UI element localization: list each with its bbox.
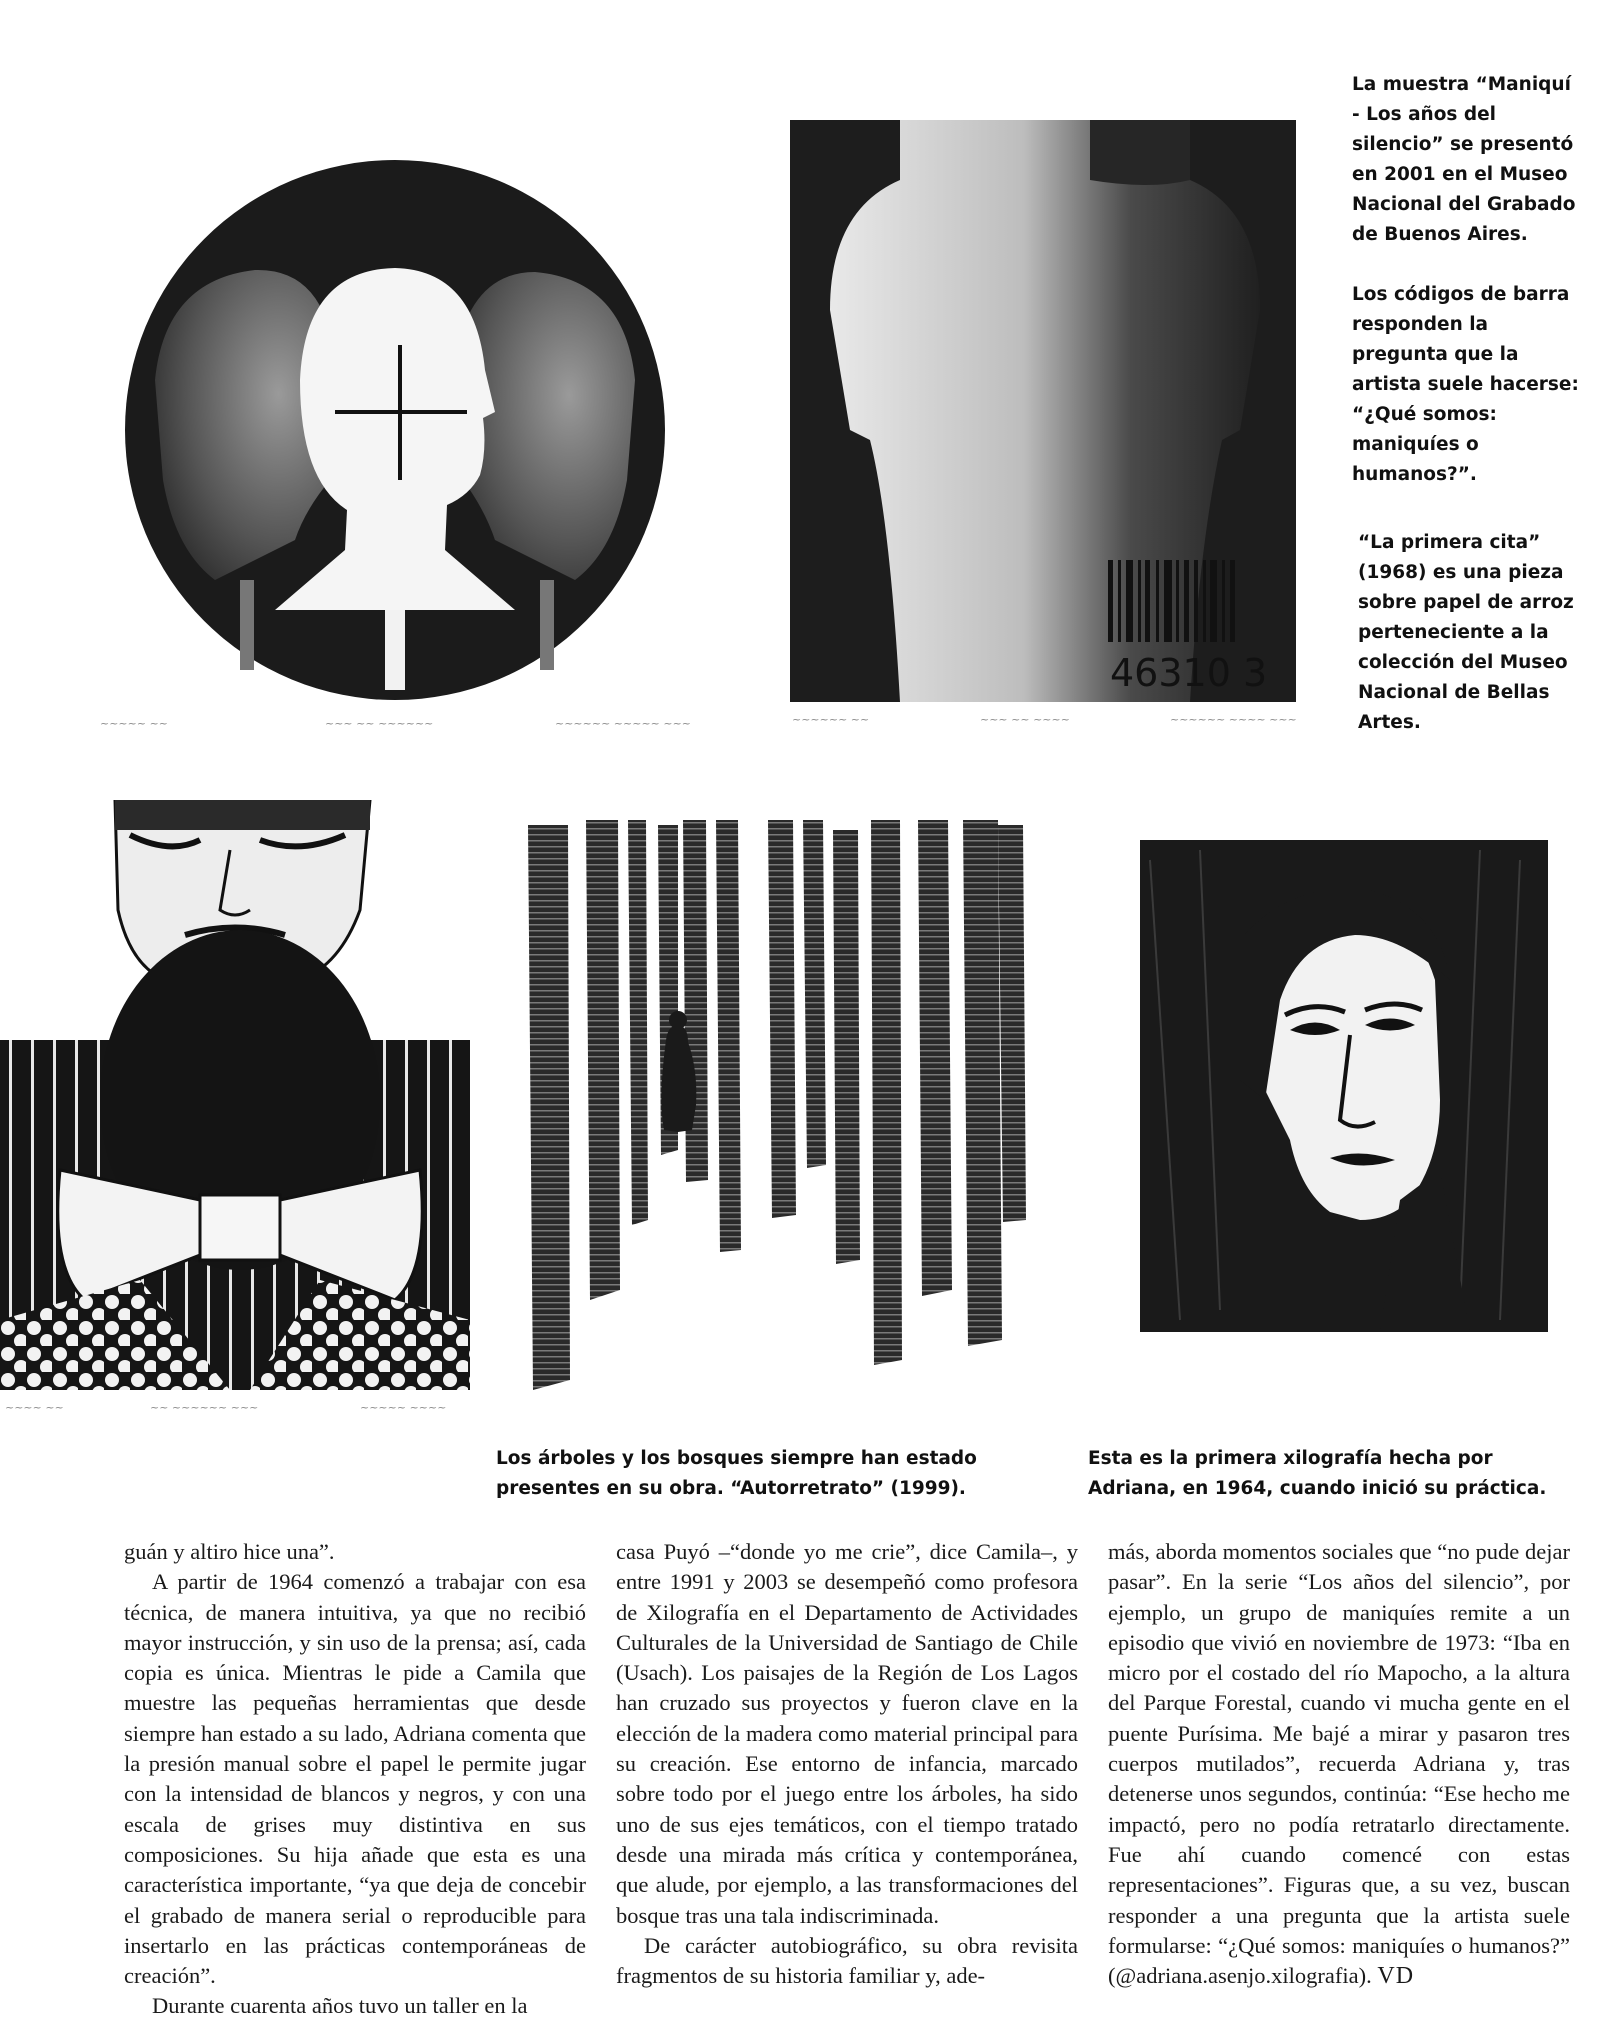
article-column-1: [124, 1537, 586, 2022]
artwork-man-bowtie: [0, 800, 475, 1415]
caption-arboles: Los árboles y los bosques siempre han estado presentes en su obra. “Autorretrato” (1999).: [496, 1448, 977, 1499]
svg-text:~~~~~ ~~~~: ~~~~~ ~~~~: [360, 1401, 447, 1414]
paragraph: guán y altiro hice una”.: [124, 1539, 335, 1564]
svg-text:~~~ ~~ ~~~~: ~~~ ~~ ~~~~: [980, 713, 1070, 725]
svg-text:~~~~~ ~~: ~~~~~ ~~: [100, 717, 169, 730]
paragraph: casa Puyó –“donde yo me crie”, dice Camila–, y entre 1991 y 2003 se desempeñó como profesora de Xilografía en el Departamento de Actividades Culturales de la Universidad de Santiago de Chile (Usach). Los paisajes de la Región de Los Lagos han cruzado sus proyectos y fueron clave en la elección de la madera como material principal para su creación. Ese entorno de infancia, marcado sobre todo por el juego entre los árboles, ha sido uno de sus ejes temáticos, con el tiempo tratado desde una mirada más crítica y contemporánea, que alude, por ejemplo, a las transformaciones del bosque tras una tala indiscriminada.: [616, 1539, 1078, 1928]
artwork-forest-autorretrato: [528, 820, 1028, 1400]
caption-primera-cita: “La primera cita” (1968) es una pieza sobre papel de arroz perteneciente a la colección del Museo Nacional de Bellas Artes.: [1358, 532, 1574, 733]
paragraph: [1108, 1537, 1570, 1991]
svg-text:~~~ ~~ ~~~~~~: ~~~ ~~ ~~~~~~: [325, 717, 434, 730]
caption-maniqui-2: Los códigos de barra responden la pregunta que la artista suele hacerse: “¿Qué somos: maniquíes o humanos?”.: [1352, 284, 1579, 485]
article-column-3: [1108, 1537, 1570, 1991]
paragraph: De carácter autobiográfico, su obra revisita fragmentos de su historia familiar y, ade-: [616, 1932, 1078, 1989]
author-signature: VD: [1377, 1963, 1415, 1990]
paragraph: A partir de 1964 comenzó a trabajar con esa técnica, de manera intuitiva, ya que no recibió mayor instrucción, y sin uso de la prensa; así, cada copia es única. Mientras le pide a Camila que muestre las pequeñas herramientas que desde siempre han estado a su lado, Adriana comenta que la presión manual sobre el papel le permite jugar con la intensidad de blancos y negros, y con una escala de grises muy distintiva en sus composiciones. Su hija añade que esta es una característica importante, “ya que deja de concebir el grabado de manera serial o reproducible para insertarlo en las prácticas contemporáneas de creación”.: [124, 1569, 586, 1989]
paragraph: Durante cuarenta años tuvo un taller en la: [152, 1993, 528, 2019]
svg-text:~~~~~~ ~~~~ ~~~: ~~~~~~ ~~~~ ~~~: [1170, 713, 1297, 725]
caption-maniqui-exhibition: [1352, 70, 1584, 490]
artwork-mannequin-barcode: [790, 120, 1300, 725]
svg-text:~~ ~~~~~~ ~~~: ~~ ~~~~~~ ~~~: [150, 1401, 259, 1414]
article-column-2: [616, 1537, 1078, 1991]
svg-text:~~~~~~ ~~~~~ ~~~: ~~~~~~ ~~~~~ ~~~: [555, 717, 692, 730]
svg-text:~~~~~~ ~~: ~~~~~~ ~~: [792, 713, 870, 725]
caption-primera-xilografia: Esta es la primera xilografía hecha por Adriana, en 1964, cuando inició su práctica.: [1088, 1448, 1547, 1499]
barcode-number: 46310 3: [1110, 651, 1268, 695]
paragraph-text: más, aborda momentos sociales que “no pude dejar pasar”. En la serie “Los años del silencio”, por ejemplo, un grupo de maniquíes remite a un episodio que vivió en noviembre de 1973: “Iba en micro por el costado del río Mapocho, a la altura del Parque Forestal, cuando vi mucha gente en el puente Purísima. Me bajé a mirar y pasaron tres cuerpos mutilados”, recuerda Adriana y, tras detenerse unos segundos, continúa: “Ese hecho me impactó, pero no podía retratarlo directamente. Fue ahí cuando comencé con estas representaciones”. Figuras que, a su vez, buscan responder a una pregunta que la artista suele formularse: “¿Qué somos: maniquíes o humanos?” (@adriana.asenjo.xilografia).: [1108, 1539, 1570, 1989]
svg-text:~~~~ ~~: ~~~~ ~~: [5, 1401, 64, 1414]
caption-maniqui-1: La muestra “Maniquí - Los años del silencio” se presentó en 2001 en el Museo Nacional del Grabado de Buenos Aires.: [1352, 74, 1576, 245]
artwork-first-woodcut: [1140, 840, 1548, 1332]
artwork-three-heads: [95, 150, 695, 730]
